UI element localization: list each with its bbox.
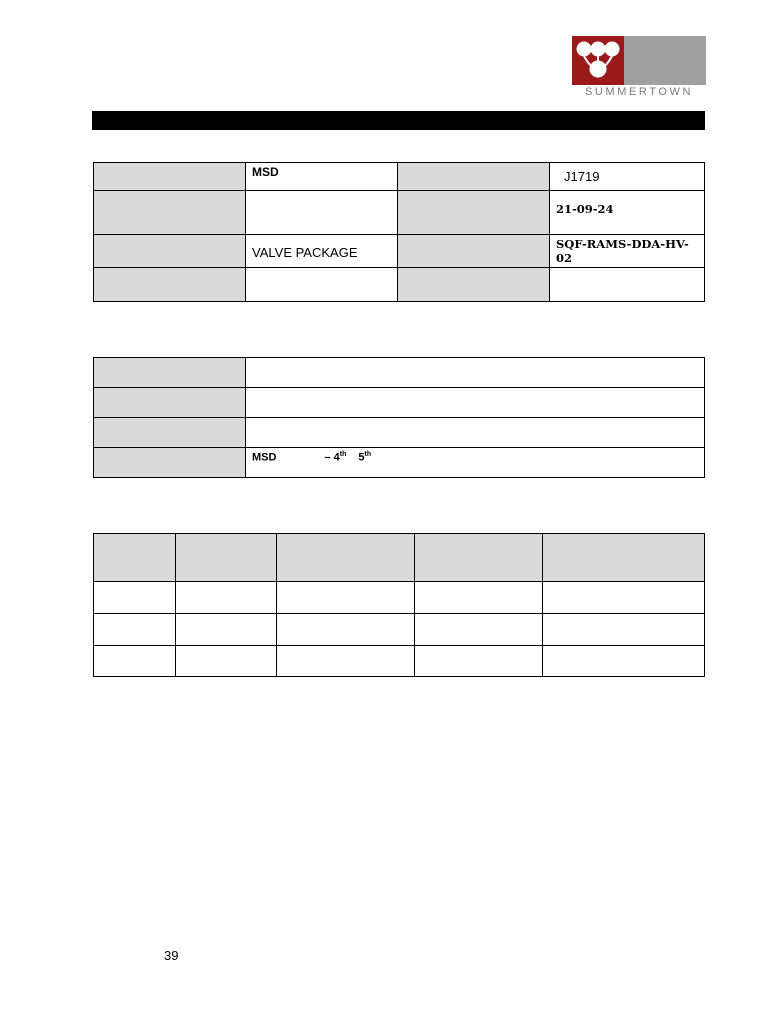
document-ref-value: SQF-RAMS-DDA-HV-02 (550, 235, 705, 268)
info-table (93, 162, 705, 302)
info-label-cell (398, 268, 550, 302)
record-cell (176, 646, 277, 677)
client-value: MSD (246, 163, 398, 191)
logo-emblem (572, 36, 624, 85)
detail-superscript: th (364, 451, 372, 458)
info-value-cell (550, 268, 705, 302)
record-table (93, 533, 705, 677)
record-cell (543, 646, 705, 677)
detail-row (94, 358, 705, 388)
record-cell (94, 582, 176, 614)
record-cell (277, 614, 415, 646)
detail-label-cell (94, 418, 246, 448)
detail-label-cell (94, 448, 246, 478)
detail-prefix: MSD (252, 451, 277, 464)
record-cell (543, 614, 705, 646)
detail-dash-number: – 4 (324, 451, 340, 464)
record-row (94, 582, 705, 614)
record-cell (277, 582, 415, 614)
info-label-cell (94, 191, 246, 235)
info-row (94, 268, 705, 302)
detail-row (94, 388, 705, 418)
info-value-cell (246, 191, 398, 235)
record-header-cell (277, 534, 415, 582)
info-row (94, 235, 705, 268)
logo-brand-name: SUMMERTOWN (584, 86, 694, 98)
detail-row (94, 448, 705, 478)
record-cell (543, 582, 705, 614)
info-label-cell (94, 235, 246, 268)
info-label-cell (398, 191, 550, 235)
info-value-cell (246, 268, 398, 302)
info-row (94, 163, 705, 191)
record-header-row (94, 534, 705, 582)
info-label-cell (94, 163, 246, 191)
detail-label-cell (94, 388, 246, 418)
record-row (94, 614, 705, 646)
detail-value-cell (246, 448, 705, 478)
detail-superscript: th (339, 451, 347, 458)
record-cell (415, 582, 543, 614)
detail-label-cell (94, 358, 246, 388)
page-number: 39 (164, 948, 179, 963)
record-header-cell (415, 534, 543, 582)
record-cell (277, 646, 415, 677)
logo-gray-block (624, 36, 706, 85)
info-label-cell (398, 163, 550, 191)
job-number-value: J1719 (550, 163, 705, 191)
package-value: VALVE PACKAGE (246, 235, 398, 268)
info-label-cell (94, 268, 246, 302)
detail-value-cell (246, 358, 705, 388)
record-cell (415, 646, 543, 677)
record-header-cell (94, 534, 176, 582)
detail-value-cell (246, 418, 705, 448)
record-cell (176, 582, 277, 614)
header-bar (92, 111, 705, 130)
info-label-cell (398, 235, 550, 268)
record-cell (94, 646, 176, 677)
record-cell (415, 614, 543, 646)
record-header-cell (176, 534, 277, 582)
detail-value-cell (246, 388, 705, 418)
detail-table (93, 357, 705, 478)
date-value: 21-09-24 (550, 191, 705, 235)
detail-number: 5 (358, 451, 365, 464)
detail-row (94, 418, 705, 448)
record-header-cell (543, 534, 705, 582)
record-row (94, 646, 705, 677)
logo-circles-icon (572, 36, 624, 85)
summertown-logo (572, 36, 706, 98)
info-row (94, 191, 705, 235)
record-cell (176, 614, 277, 646)
record-cell (94, 614, 176, 646)
